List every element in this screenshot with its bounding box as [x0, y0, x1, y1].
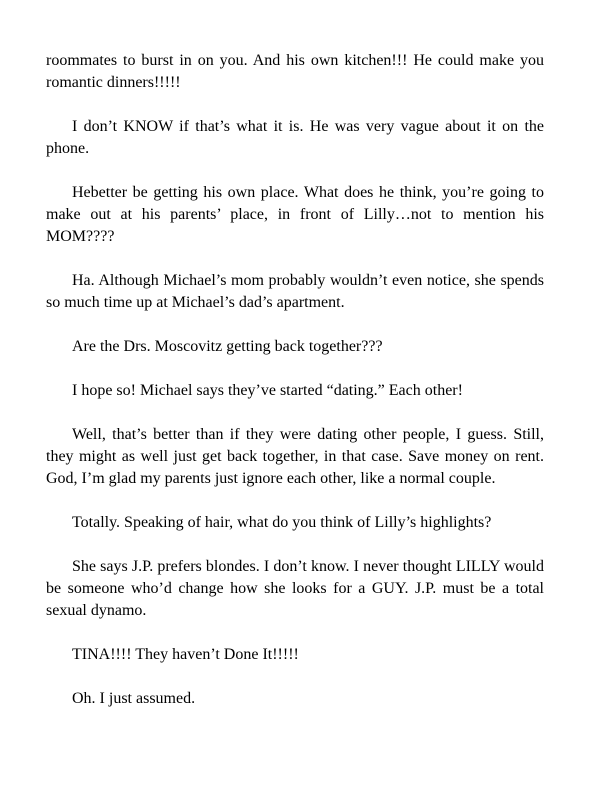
- paragraph: Ha. Although Michael’s mom probably wouldn’t even notice, she spends so much time up at Michael’s dad’s apartment.: [46, 272, 544, 311]
- paragraph: Well, that’s better than if they were dating other people, I guess. Still, they might as well just get back together, in that case. Save money on rent. God, I’m glad my parents just ignore each other, like a normal couple.: [46, 426, 544, 487]
- paragraph: Oh. I just assumed.: [72, 690, 196, 707]
- paragraph: Are the Drs. Moscovitz getting back together???: [72, 338, 383, 355]
- paragraph: I hope so! Michael says they’ve started “dating.” Each other!: [72, 382, 463, 399]
- paragraph: TINA!!!! They haven’t Done It!!!!!: [72, 646, 299, 663]
- paragraph-continued: roommates to burst in on you. And his own kitchen!!! He could make you romantic dinners!!!!!: [46, 52, 544, 91]
- page-text: [46, 50, 544, 732]
- paragraph: She says J.P. prefers blondes. I don’t know. I never thought LILLY would be someone who’d change how she looks for a GUY. J.P. must be a total sexual dynamo.: [46, 558, 544, 619]
- paragraph: Hebetter be getting his own place. What does he think, you’re going to make out at his parents’ place, in front of Lilly…not to mention his MOM????: [46, 184, 544, 245]
- paragraph: Totally. Speaking of hair, what do you think of Lilly’s highlights?: [72, 514, 492, 531]
- paragraph: I don’t KNOW if that’s what it is. He was very vague about it on the phone.: [46, 118, 544, 157]
